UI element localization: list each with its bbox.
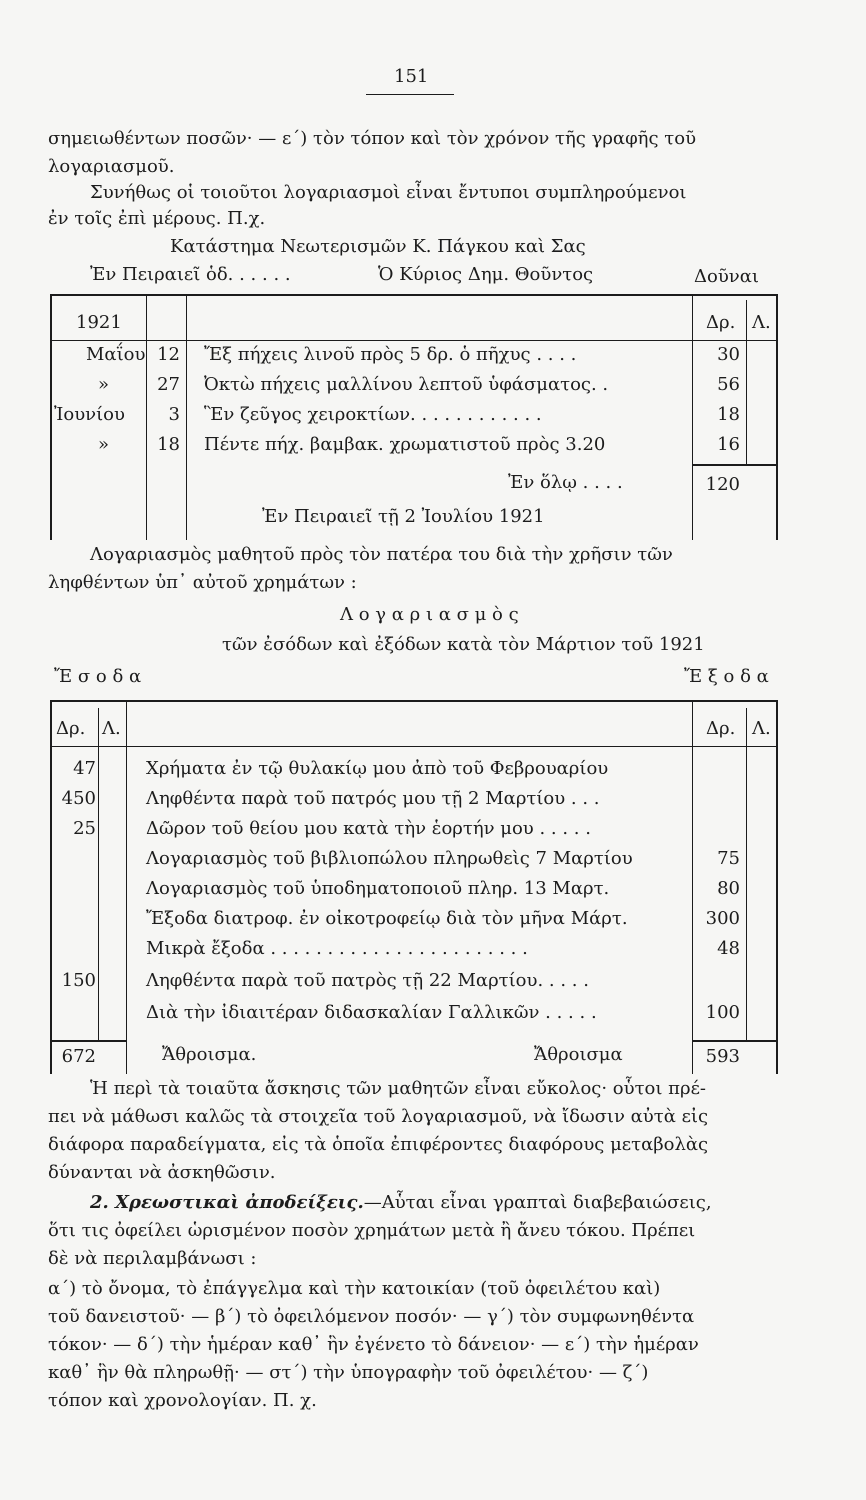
invoice-rule-l bbox=[746, 300, 747, 464]
invoice-row-desc: Ὀκτὼ πήχεις μαλλίνου λεπτοῦ ὑφάσματος. . bbox=[204, 374, 609, 395]
account-col-l-left: Λ. bbox=[102, 718, 121, 739]
account-row-expense: 75 bbox=[717, 848, 740, 869]
account-title: Λ ο γ α ρ ι α σ μ ὸ ς bbox=[340, 604, 519, 625]
page-number: 151 bbox=[394, 66, 429, 87]
account-col-l-right: Λ. bbox=[752, 718, 771, 739]
intro-line: σημειωθέντων ποσῶν· — ε΄) τὸν τόπον καὶ τὸν χρόνον τῆς γραφῆς τοῦ bbox=[48, 128, 697, 149]
account-row-desc: Λογαριασμὸς τοῦ βιβλιοπώλου πληρωθεὶς 7 Μαρτίου bbox=[146, 848, 633, 869]
invoice-row-amount: 16 bbox=[717, 434, 740, 455]
income-label: Ἔ σ ο δ α bbox=[54, 666, 142, 687]
invoice-customer: Ὁ Κύριος Δημ. Θοῦντος bbox=[378, 264, 594, 285]
account-row-expense: 100 bbox=[705, 1002, 740, 1023]
invoice-date: Ἐν Πειραιεῖ τῇ 2 Ἰουλίου 1921 bbox=[262, 506, 545, 527]
invoice-row-day: 27 bbox=[157, 374, 180, 395]
section-2-line: α΄) τὸ ὄνομα, τὸ ἐπάγγελμα καὶ τὴν κατοικίαν (τοῦ ὀφειλέτου καὶ) bbox=[48, 1278, 661, 1299]
invoice-top-rule bbox=[50, 294, 778, 296]
invoice-total-label: Ἐν ὅλῳ . . . . bbox=[508, 472, 623, 493]
section-2-line: τοῦ δανειστοῦ· — β΄) τὸ ὀφειλόμενον ποσόν· — γ΄) τὸν συμφωνηθέντα bbox=[48, 1306, 695, 1327]
account-row-expense: 80 bbox=[717, 878, 740, 899]
account-sum-left: Ἄθροισμα. bbox=[162, 1044, 257, 1065]
invoice-row-amount: 30 bbox=[717, 344, 740, 365]
intro-line: Συνήθως οἱ τοιοῦτοι λογαριασμοὶ εἶναι ἔντυποι συμπληρούμενοι bbox=[90, 182, 687, 203]
account-total-rule-left bbox=[50, 1040, 126, 1042]
section-2-line: δὲ νὰ περιλαμβάνωσι : bbox=[48, 1248, 257, 1269]
account-rule-expense bbox=[692, 700, 693, 1074]
account-row-income: 450 bbox=[61, 788, 96, 809]
invoice-row-day: 12 bbox=[157, 344, 180, 365]
account-row-income: 150 bbox=[61, 970, 96, 991]
section-2-heading: 2. Χρεωστικαὶ ἀποδείξεις. bbox=[90, 1192, 364, 1213]
invoice-col-l: Λ. bbox=[752, 312, 771, 333]
invoice-row-month: Ἰουνίου bbox=[54, 404, 125, 425]
section-2-line: ὅτι τις ὀφείλει ὡρισμένον ποσὸν χρημάτων μετὰ ἢ ἄνευ τόκου. Πρέπει bbox=[48, 1220, 696, 1241]
account-rule-right bbox=[776, 700, 778, 1074]
account-rule-left bbox=[50, 700, 52, 1074]
account-row-expense: 48 bbox=[717, 938, 740, 959]
account-row-desc: Ἔξοδα διατροφ. ἐν οἰκοτροφείῳ διὰ τὸν μῆνα Μάρτ. bbox=[146, 908, 628, 929]
account-row-income: 47 bbox=[73, 758, 96, 779]
page-number-rule bbox=[366, 94, 454, 95]
invoice-row-desc: Πέντε πήχ. βαμβακ. χρωματιστοῦ πρὸς 3.20 bbox=[204, 434, 606, 455]
invoice-rule-month bbox=[146, 294, 147, 540]
account-row-desc: Μικρὰ ἔξοδα . . . . . . . . . . . . . . . . . . . . . . . bbox=[146, 938, 528, 959]
expense-label: Ἔ ξ ο δ α bbox=[684, 666, 769, 687]
invoice-row-month: » bbox=[98, 434, 110, 455]
invoice-row-desc: Ἓν ζεῦγος χειροκτίων. . . . . . . . . . . . bbox=[204, 404, 542, 425]
invoice-rule-dr bbox=[692, 294, 693, 540]
middle-line: Λογαριασμὸς μαθητοῦ πρὸς τὸν πατέρα του διὰ τὴν χρῆσιν τῶν bbox=[90, 544, 673, 565]
account-col-dr-right: Δρ. bbox=[706, 718, 736, 739]
account-total-rule-right bbox=[692, 1040, 778, 1042]
invoice-rule-left bbox=[50, 294, 52, 540]
account-row-expense: 300 bbox=[705, 908, 740, 929]
account-row-desc: Διὰ τὴν ἰδιαιτέραν διδασκαλίαν Γαλλικῶν . . . . . bbox=[146, 1002, 597, 1023]
account-sum-right: Ἄθροισμα bbox=[534, 1044, 623, 1065]
section-2-first-line bbox=[90, 1192, 712, 1213]
account-rule-income-l bbox=[98, 708, 99, 1042]
paragraph-line: πει νὰ μάθωσι καλῶς τὰ στοιχεῖα τοῦ λογαριασμοῦ, νὰ ἴδωσιν αὐτὰ εἰς bbox=[48, 1106, 709, 1127]
invoice-row-desc: Ἔξ πήχεις λινοῦ πρὸς 5 δρ. ὁ πῆχυς . . . . bbox=[204, 344, 577, 365]
account-col-dr-left: Δρ. bbox=[56, 718, 86, 739]
section-2-line: καθ᾽ ἣν θὰ πληρωθῇ· — στ΄) τὴν ὑπογραφὴν τοῦ ὀφειλέτου· — ζ΄) bbox=[48, 1362, 649, 1383]
account-subtitle: τῶν ἐσόδων καὶ ἐξόδων κατὰ τὸν Μάρτιον τοῦ 1921 bbox=[222, 634, 705, 655]
invoice-year: 1921 bbox=[76, 312, 122, 333]
account-rule-income bbox=[126, 700, 127, 1074]
section-2-line: τόκον· — δ΄) τὴν ἡμέραν καθ᾽ ἣν ἐγένετο τὸ δάνειον· — ε΄) τὴν ἡμέραν bbox=[48, 1334, 699, 1355]
invoice-row-month: » bbox=[98, 374, 110, 395]
account-row-desc: Ληφθέντα παρὰ τοῦ πατρὸς τῇ 22 Μαρτίου. . . . . bbox=[146, 970, 589, 991]
account-header-rule bbox=[50, 746, 778, 747]
invoice-place: Ἐν Πειραιεῖ ὁδ. . . . . . bbox=[90, 264, 291, 285]
invoice-row-amount: 18 bbox=[717, 404, 740, 425]
intro-line: λογαριασμοῦ. bbox=[48, 156, 175, 177]
account-row-desc: Δῶρον τοῦ θείου μου κατὰ τὴν ἑορτήν μου . . . . . bbox=[146, 818, 591, 839]
account-row-desc: Λογαριασμὸς τοῦ ὑποδηματοποιοῦ πληρ. 13 Μαρτ. bbox=[146, 878, 610, 899]
account-expense-total: 593 bbox=[705, 1046, 740, 1067]
middle-line: ληφθέντων ὑπ᾽ αὐτοῦ χρημάτων : bbox=[48, 572, 357, 593]
invoice-rule-day bbox=[186, 294, 187, 540]
intro-line: ἐν τοῖς ἐπὶ μέρους. Π.χ. bbox=[48, 208, 266, 229]
invoice-row-day: 3 bbox=[168, 404, 180, 425]
paragraph-line: δύνανται νὰ ἀσκηθῶσιν. bbox=[48, 1162, 276, 1183]
invoice-rule-right bbox=[776, 294, 778, 540]
invoice-col-dr: Δρ. bbox=[706, 312, 736, 333]
invoice-owes-label: Δοῦναι bbox=[694, 266, 759, 287]
account-rule-expense-l bbox=[746, 708, 747, 1042]
invoice-row-amount: 56 bbox=[717, 374, 740, 395]
paragraph-line: Ἡ περὶ τὰ τοιαῦτα ἄσκησις τῶν μαθητῶν εἶναι εὔκολος· οὗτοι πρέ- bbox=[90, 1078, 706, 1099]
section-2-lead: —Αὗται εἶναι γραπταὶ διαβεβαιώσεις, bbox=[363, 1192, 712, 1213]
invoice-shop: Κατάστημα Νεωτερισμῶν Κ. Πάγκου καὶ Σας bbox=[170, 236, 586, 257]
account-income-total: 672 bbox=[61, 1046, 96, 1067]
invoice-row-day: 18 bbox=[157, 434, 180, 455]
account-row-desc: Χρήματα ἐν τῷ θυλακίῳ μου ἀπὸ τοῦ Φεβρουαρίου bbox=[146, 758, 609, 779]
invoice-subtotal-rule bbox=[692, 464, 776, 466]
invoice-header-rule bbox=[50, 340, 778, 341]
account-top-rule bbox=[50, 700, 778, 702]
account-row-income: 25 bbox=[73, 818, 96, 839]
paragraph-line: διάφορα παραδείγματα, εἰς τὰ ὁποῖα ἐπιφέροντες διαφόρους μεταβολὰς bbox=[48, 1134, 709, 1155]
invoice-row-month: Μαΐου bbox=[86, 344, 146, 365]
account-row-desc: Ληφθέντα παρὰ τοῦ πατρός μου τῇ 2 Μαρτίου . . . bbox=[146, 788, 600, 809]
invoice-total: 120 bbox=[705, 474, 740, 495]
section-2-line: τόπον καὶ χρονολογίαν. Π. χ. bbox=[48, 1390, 317, 1411]
